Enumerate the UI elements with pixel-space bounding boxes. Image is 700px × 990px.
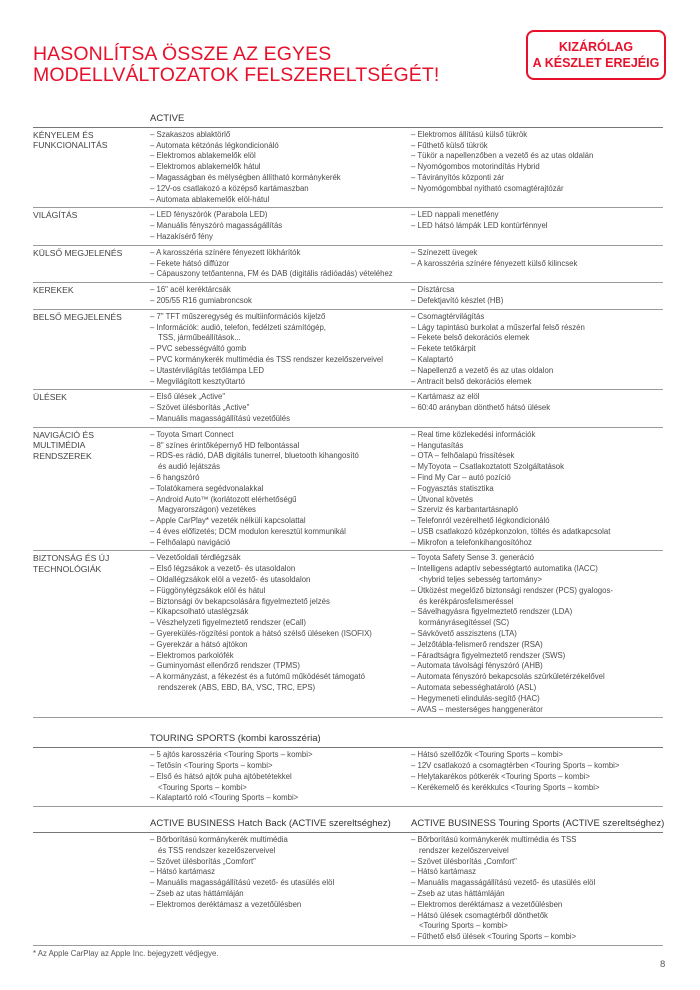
feature-item: – Utastérvilágítás tetőlámpa LED (150, 365, 264, 375)
title-line-2: MODELLVÁLTOZATOK FELSZERELTSÉGÉT! (33, 64, 440, 86)
feature-item: – Szerviz és karbantartásnapló (411, 505, 519, 515)
feature-item: – LED fényszórók (Parabola LED) (150, 210, 268, 220)
feature-item: – Gyerekülés-rögzítési pontok a hátsó szélső üléseken (ISOFIX) (150, 629, 372, 639)
feature-item: – Hangutasítás (411, 440, 464, 450)
category-line: ÜLÉSEK (33, 392, 67, 403)
feature-item: – Információk: audió, telefon, fedélzeti számítógép, (150, 322, 326, 332)
feature-col-1 (150, 285, 411, 307)
feature-item: – Hátsó kartámasz (150, 867, 215, 877)
feature-item: – Hátsó ülések csomagtérből dönthetők (411, 910, 548, 920)
feature-item: – Első légzsákok a vezető- és utasoldalon (150, 564, 296, 574)
feature-item: – Vezetőoldali térdlégzsák (150, 553, 241, 563)
feature-row (33, 128, 663, 209)
feature-item: – Első ülések „Active" (150, 392, 226, 402)
feature-item: – Manuális magasságállítású vezető- és utasülés elöl (150, 878, 335, 888)
feature-item: – Antracit belső dekorációs elemek (411, 376, 532, 386)
category-line: NAVIGÁCIÓ ÉS (33, 429, 94, 440)
feature-row (33, 283, 663, 310)
feature-item: – Lágy tapintású burkolat a műszerfal felső részén (411, 322, 585, 332)
touring-section-header (33, 734, 663, 748)
feature-row (33, 246, 663, 283)
feature-item: – Elektromos állítású külső tükrök (411, 129, 528, 139)
category-label (33, 248, 150, 280)
feature-item: – Cápauszony tetőantenna, FM és DAB (digitális rádióadás) vételéhez (150, 269, 393, 279)
feature-item: rendszerek (ABS, EBD, BA, VSC, TRC, EPS) (158, 683, 316, 693)
feature-item: – Tolatókamera segédvonalakkal (150, 483, 264, 493)
category-label (33, 553, 150, 715)
business-touring-heading: ACTIVE BUSINESS Touring Sports (ACTIVE szereltséghez) (411, 818, 665, 830)
feature-item: – Fogyasztás statisztika (411, 483, 494, 493)
feature-col-2 (411, 553, 663, 715)
category-label (33, 130, 150, 206)
feature-item: – Guminyomást ellenőrző rendszer (TPMS) (150, 661, 300, 671)
feature-item: – Automata sebességhatároló (ASL) (411, 683, 537, 693)
feature-item: – Zseb az utas háttámláján (150, 889, 244, 898)
feature-item: – Dísztárcsa (411, 285, 455, 295)
feature-item: – Elektromos ablakemelők hátul (150, 162, 261, 172)
category-line: TECHNOLÓGIÁK (33, 564, 102, 575)
feature-item: – Manuális fényszóró magasságállítás (150, 221, 283, 231)
feature-col-1 (150, 210, 411, 242)
active-heading: ACTIVE (150, 113, 185, 124)
feature-item: – 12V-os csatlakozó a középső kartámaszban (150, 183, 309, 193)
feature-item: – 16" acél keréktárcsák (150, 285, 231, 295)
category-label (33, 392, 150, 424)
feature-item: Magyarországon) vezetékes (158, 505, 256, 515)
active-section-header (33, 114, 663, 128)
feature-col-2 (411, 392, 663, 424)
feature-item: – Helytakarékos pótkerék <Touring Sports – kombi> (411, 771, 590, 781)
category-line: RENDSZEREK (33, 450, 92, 461)
feature-item: – Real time közlekedési információk (411, 429, 536, 439)
feature-item: – Elektromos deréktámasz a vezetőülésben (411, 899, 563, 909)
feature-item: – Elektromos parkolófék (150, 650, 234, 660)
feature-item: – OTA – felhőalapú frissítések (411, 451, 515, 461)
category-label (33, 285, 150, 307)
feature-item: – Tetősín <Touring Sports – kombi> (150, 761, 273, 771)
feature-col-1 (150, 392, 411, 424)
feature-item: – Függönylégzsákok elöl és hátul (150, 585, 266, 595)
feature-item: – MyToyota – Csatlakoztatott Szolgáltatások (411, 462, 564, 472)
feature-item: – 8" színes érintőképernyő HD felbontással (150, 440, 300, 450)
feature-item: és audió lejátszás (158, 462, 220, 472)
feature-item: – Ütközést megelőző biztonsági rendszer (PCS) gyalogos- (411, 585, 613, 595)
feature-row (33, 390, 663, 427)
category-line: KEREKEK (33, 285, 74, 296)
feature-item: – Szövet ülésborítás „Comfort" (150, 856, 256, 866)
feature-item: – Megvilágított kesztyűtartó (150, 376, 245, 386)
feature-item: – Nyomógombbal nyitható csomagtérajtózár (411, 183, 564, 193)
feature-item: – Gyerekzár a hátsó ajtókon (150, 639, 248, 649)
feature-item: kormányrásegítéssel (SC) (419, 618, 510, 628)
page-number: 8 (660, 959, 666, 970)
feature-col-1 (150, 553, 411, 715)
feature-item: – 205/55 R16 gumiabroncsok (150, 295, 252, 305)
feature-item: TSS, járműbeállítások... (158, 333, 241, 343)
feature-col-1 (150, 248, 411, 280)
touring-heading: TOURING SPORTS (kombi karosszéria) (150, 733, 321, 745)
feature-item: – A karosszéria színére fényezett lökhárítók (150, 247, 301, 257)
feature-item: – Magasságban és mélységben állítható kormánykerék (150, 172, 341, 182)
category-line: BIZTONSÁG ÉS ÚJ (33, 553, 110, 564)
feature-item: – Jelzőtábla-felismerő rendszer (RSA) (411, 639, 543, 649)
feature-item: – 60:40 arányban dönthető hátsó ülések (411, 403, 551, 413)
feature-item: – Automata fényszóró bekapcsolás szürkületérzékelővel (411, 672, 605, 682)
category-label (33, 210, 150, 242)
feature-item: – Napellenző a vezető és az utas oldalon (411, 365, 554, 375)
feature-item: – Mikrofon a telefonkihangosítóhoz (411, 537, 532, 547)
feature-row (33, 310, 663, 391)
feature-item: – Hátsó kartámasz (411, 867, 476, 877)
feature-item: – 4 éves előfizetés; DCM modulon keresztül kommunikál (150, 526, 346, 536)
feature-row (33, 208, 663, 245)
category-line: FUNKCIONALITÁS (33, 140, 108, 151)
feature-item: – Kalaptartó (411, 354, 454, 364)
feature-row (33, 551, 663, 718)
feature-item: – Automata kétzónás légkondicionáló (150, 140, 279, 150)
business-row (33, 833, 663, 946)
feature-item: és TSS rendszer kezelőszerveivel (158, 845, 276, 855)
feature-item: – Fekete hátsó diffúzor (150, 258, 230, 268)
touring-row (33, 748, 663, 807)
badge-line-1: KIZÁRÓLAG (558, 40, 634, 54)
feature-item: – Fekete belső dekorációs elemek (411, 333, 530, 343)
feature-item: – PVC kormánykerék multimédia és TSS rendszer kezelőszerveivel (150, 354, 383, 364)
feature-item: – Bőrborítású kormánykerék multimédia és TSS (411, 835, 577, 845)
category-label (33, 430, 150, 549)
category-line: BELSŐ MEGJELENÉS (33, 311, 122, 322)
active-rows (33, 128, 663, 719)
feature-col-1 (150, 130, 411, 206)
feature-item: – AVAS – mesterséges hanggenerátor (411, 704, 543, 714)
feature-item: – 12V csatlakozó a csomagtérben <Touring Sports – kombi> (411, 761, 620, 771)
feature-item: – Manuális magasságállítású vezetőülés (150, 413, 290, 423)
feature-item: – 6 hangszóró (150, 472, 200, 482)
feature-item: – Nyomógombos motorindítás Hybrid (411, 162, 540, 172)
feature-col-2 (411, 248, 663, 280)
feature-item: – Biztonsági öv bekapcsolására figyelmeztető jelzés (150, 596, 330, 606)
feature-item: – Útvonal követés (411, 494, 473, 504)
feature-item: – 5 ajtós karosszéria <Touring Sports – kombi> (150, 750, 313, 760)
feature-item: – Hegymeneti elindulás-segítő (HAC) (411, 693, 540, 703)
feature-item: – PVC sebességváltó gomb (150, 344, 247, 354)
feature-item: – Telefonról vezérelhető légkondicionáló (411, 516, 550, 526)
business-col-1 (150, 835, 411, 943)
feature-item: – Fekete tetőkárpit (411, 344, 476, 354)
feature-item: <Touring Sports – kombi> (158, 782, 247, 792)
feature-item: – Automata távolsági fényszóró (AHB) (411, 661, 543, 671)
feature-row (33, 428, 663, 552)
touring-col-2 (411, 750, 663, 804)
feature-item: – Find My Car – autó pozíció (411, 472, 511, 482)
feature-item: – Vészhelyzeti figyelmeztető rendszer (eCall) (150, 618, 307, 628)
feature-item: – Sávkövető asszisztens (LTA) (411, 629, 517, 639)
feature-item: – Kartámasz az elöl (411, 392, 480, 402)
badge-line-2: A KÉSZLET EREJÉIG (532, 56, 660, 70)
feature-item: – 7" TFT műszeregység és multiinformációs kijelző (150, 311, 326, 321)
category-line: KÉNYELEM ÉS (33, 129, 94, 140)
feature-item: – Bőrborítású kormánykerék multimédia (150, 835, 288, 845)
feature-item: – Tükör a napellenzőben a vezető és az utas oldalán (411, 151, 594, 161)
feature-item: – Felhőalapú navigáció (150, 537, 231, 547)
feature-item: – RDS-es rádió, DAB digitális tunerrel, bluetooth kihangosító (150, 451, 359, 461)
feature-item: – Zseb az utas háttámláján (411, 889, 505, 898)
feature-col-2 (411, 312, 663, 388)
feature-item: – Apple CarPlay* vezeték nélküli kapcsolattal (150, 516, 306, 526)
feature-item: – Android Auto™ (korlátozott elérhetőségű (150, 494, 297, 504)
comparison-table (33, 114, 663, 946)
feature-col-2 (411, 130, 663, 206)
feature-item: – Távirányítós központi zár (411, 172, 505, 182)
business-hatchback-heading: ACTIVE BUSINESS Hatch Back (ACTIVE szereltséghez) (150, 818, 391, 830)
feature-item: – Defektjavító készlet (HB) (411, 295, 504, 305)
footnote: * Az Apple CarPlay az Apple Inc. bejegyzett védjegye. (33, 949, 219, 958)
feature-item: rendszer kezelőszerveivel (419, 845, 509, 855)
feature-item: – Szövet ülésborítás „Comfort" (411, 856, 517, 866)
feature-item: – Első és hátsó ajtók puha ajtóbetétekkel (150, 771, 292, 781)
feature-item: és kerékpárosfelismeréssel (419, 596, 514, 606)
feature-item: – LED hátsó lámpák LED kontúrfénnyel (411, 221, 548, 231)
feature-col-2 (411, 210, 663, 242)
feature-item: – Színezett üvegek (411, 247, 478, 257)
feature-col-1 (150, 312, 411, 388)
feature-item: <Touring Sports – kombi> (419, 921, 508, 931)
feature-item: – Elektromos ablakemelők elöl (150, 151, 256, 161)
page-title (33, 44, 439, 86)
feature-item: – Elektromos deréktámasz a vezetőülésben (150, 899, 302, 909)
feature-item: – Manuális magasságállítású vezető- és utasülés elöl (411, 878, 596, 888)
feature-item: – Szövet ülésborítás „Active" (150, 403, 250, 413)
feature-item: – Hátsó szellőzők <Touring Sports – kombi> (411, 750, 564, 760)
feature-item: – Intelligens adaptív sebességtartó automatika (IACC) (411, 564, 598, 574)
feature-item: – A karosszéria színére fényezett külső kilincsek (411, 258, 578, 268)
feature-item: – Fűthető külső tükrök (411, 140, 488, 150)
feature-item: – Fáradtságra figyelmeztető rendszer (SWS) (411, 650, 566, 660)
feature-item: – Szakaszos ablaktörlő (150, 129, 231, 139)
category-line: KÜLSŐ MEGJELENÉS (33, 247, 123, 258)
feature-item: – A kormányzást, a fékezést és a futómű működését támogató (150, 672, 365, 682)
category-line: VILÁGÍTÁS (33, 210, 78, 221)
feature-col-2 (411, 430, 663, 549)
feature-item: – Fűthető első ülések <Touring Sports – kombi> (411, 932, 577, 942)
feature-col-1 (150, 430, 411, 549)
feature-item: – Kikapcsolható utaslégzsák (150, 607, 249, 617)
feature-item: – Toyota Smart Connect (150, 429, 234, 439)
limited-stock-badge (526, 30, 666, 80)
feature-item: – Automata ablakemelők elöl-hátul (150, 194, 270, 204)
touring-col-1 (150, 750, 411, 804)
feature-item: – USB csatlakozó középkonzolon, töltés és adatkapcsolat (411, 526, 611, 536)
feature-item: – Hazakísérő fény (150, 231, 213, 241)
feature-item: – Oldallégzsákok elöl a vezető- és utasoldalon (150, 575, 311, 585)
feature-item: – LED nappali menetfény (411, 210, 499, 220)
feature-item: – Toyota Safety Sense 3. generáció (411, 553, 534, 563)
feature-item: – Csomagtérvilágítás (411, 311, 485, 321)
business-col-2 (411, 835, 663, 943)
business-section-header (33, 819, 663, 833)
category-label (33, 312, 150, 388)
feature-item: <hybrid teljes sebesség tartomány> (419, 575, 543, 585)
feature-col-2 (411, 285, 663, 307)
title-line-1: HASONLÍTSA ÖSSZE AZ EGYES (33, 43, 332, 65)
feature-item: – Kerékemelő és kerékkulcs <Touring Sports – kombi> (411, 782, 600, 792)
feature-item: – Kalaptartó roló <Touring Sports – kombi> (150, 793, 299, 803)
feature-item: – Sávelhagyásra figyelmeztető rendszer (LDA) (411, 607, 573, 617)
category-line: MULTIMÉDIA (33, 440, 86, 451)
